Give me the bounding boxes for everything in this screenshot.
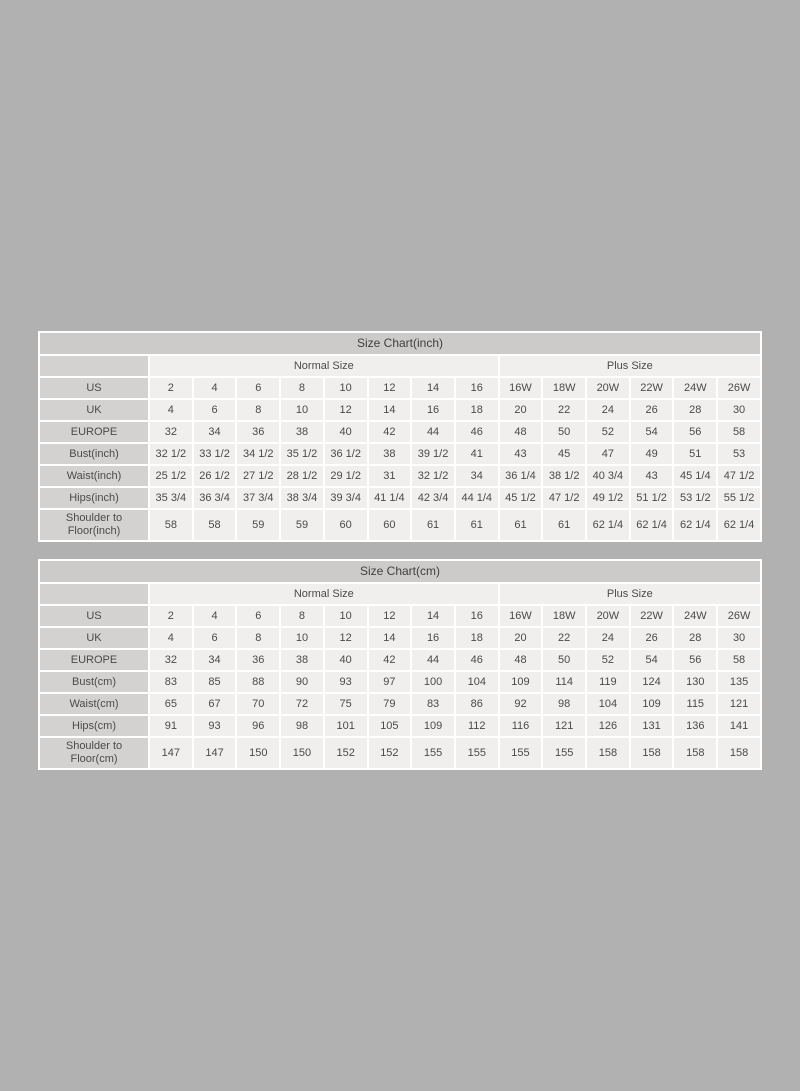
row-label: EUROPE (40, 422, 148, 442)
table-cell: 26W (718, 606, 760, 626)
table-cell: 101 (325, 716, 367, 736)
table-row (40, 444, 760, 464)
table-cell: 41 (456, 444, 498, 464)
table-cell: 72 (281, 694, 323, 714)
table-cell: 10 (325, 606, 367, 626)
table-cell: 18W (543, 606, 585, 626)
column-group-header: Plus Size (500, 584, 760, 604)
table-cell: 58 (194, 510, 236, 540)
table-cell: 109 (631, 694, 673, 714)
table-cell: 54 (631, 650, 673, 670)
table-row (40, 466, 760, 486)
table-cell: 12 (325, 628, 367, 648)
size-chart-inch-table (38, 331, 762, 542)
table-cell: 20W (587, 606, 629, 626)
row-label: Hips(inch) (40, 488, 148, 508)
table-cell: 48 (500, 650, 542, 670)
table-cell: 26 1/2 (194, 466, 236, 486)
table-cell: 20 (500, 400, 542, 420)
table-cell: 6 (237, 378, 279, 398)
table-cell: 75 (325, 694, 367, 714)
table-cell: 38 3/4 (281, 488, 323, 508)
table-cell: 51 (674, 444, 716, 464)
table-cell: 39 1/2 (412, 444, 454, 464)
table-cell: 4 (150, 628, 192, 648)
table-cell: 155 (412, 738, 454, 768)
table-cell: 152 (325, 738, 367, 768)
table-cell: 36 (237, 422, 279, 442)
table-cell: 42 3/4 (412, 488, 454, 508)
table-cell: 43 (631, 466, 673, 486)
table-row (40, 694, 760, 714)
table-cell: 147 (150, 738, 192, 768)
table-cell: 136 (674, 716, 716, 736)
table-row (40, 510, 760, 540)
table-cell: 48 (500, 422, 542, 442)
table-cell: 62 1/4 (631, 510, 673, 540)
column-group-header: Normal Size (150, 356, 498, 376)
table-cell: 16 (456, 606, 498, 626)
table-cell: 8 (237, 400, 279, 420)
table-cell: 34 (456, 466, 498, 486)
table-cell: 31 (369, 466, 411, 486)
table-cell: 86 (456, 694, 498, 714)
table-cell: 112 (456, 716, 498, 736)
table-cell: 53 1/2 (674, 488, 716, 508)
table-cell: 155 (500, 738, 542, 768)
table-row (40, 738, 760, 768)
table-title: Size Chart(inch) (40, 333, 760, 354)
table-cell: 60 (325, 510, 367, 540)
table-cell: 58 (150, 510, 192, 540)
table-cell: 93 (194, 716, 236, 736)
table-cell: 50 (543, 650, 585, 670)
row-label: UK (40, 400, 148, 420)
table-cell: 109 (412, 716, 454, 736)
table-cell: 35 3/4 (150, 488, 192, 508)
table-cell: 46 (456, 650, 498, 670)
table-cell: 50 (543, 422, 585, 442)
table-cell: 52 (587, 422, 629, 442)
table-cell: 44 (412, 650, 454, 670)
table-cell: 104 (587, 694, 629, 714)
row-label: US (40, 378, 148, 398)
table-cell: 61 (500, 510, 542, 540)
column-group-row (40, 584, 760, 604)
table-cell: 40 3/4 (587, 466, 629, 486)
table-cell: 18 (456, 628, 498, 648)
table-row (40, 378, 760, 398)
size-chart-cm-body (40, 561, 760, 768)
table-cell: 16W (500, 378, 542, 398)
table-cell: 60 (369, 510, 411, 540)
table-cell: 61 (543, 510, 585, 540)
table-cell: 147 (194, 738, 236, 768)
table-cell: 56 (674, 422, 716, 442)
table-row (40, 606, 760, 626)
table-cell: 39 3/4 (325, 488, 367, 508)
column-group-header: Normal Size (150, 584, 498, 604)
table-row (40, 650, 760, 670)
table-cell: 70 (237, 694, 279, 714)
table-cell: 44 (412, 422, 454, 442)
table-cell: 30 (718, 628, 760, 648)
table-cell: 42 (369, 422, 411, 442)
row-label: Bust(inch) (40, 444, 148, 464)
table-cell: 158 (718, 738, 760, 768)
table-cell: 37 3/4 (237, 488, 279, 508)
table-cell: 14 (369, 400, 411, 420)
table-cell: 20W (587, 378, 629, 398)
table-cell: 121 (718, 694, 760, 714)
corner-cell (40, 356, 148, 376)
table-cell: 56 (674, 650, 716, 670)
table-cell: 38 (281, 650, 323, 670)
table-cell: 97 (369, 672, 411, 692)
table-cell: 46 (456, 422, 498, 442)
table-cell: 158 (587, 738, 629, 768)
table-cell: 61 (412, 510, 454, 540)
table-cell: 152 (369, 738, 411, 768)
table-cell: 83 (150, 672, 192, 692)
table-cell: 36 1/4 (500, 466, 542, 486)
table-cell: 8 (281, 606, 323, 626)
table-cell: 155 (543, 738, 585, 768)
table-cell: 158 (674, 738, 716, 768)
table-cell: 150 (237, 738, 279, 768)
row-label: Hips(cm) (40, 716, 148, 736)
table-cell: 40 (325, 422, 367, 442)
table-cell: 62 1/4 (674, 510, 716, 540)
table-cell: 36 (237, 650, 279, 670)
table-cell: 158 (631, 738, 673, 768)
table-cell: 114 (543, 672, 585, 692)
table-cell: 91 (150, 716, 192, 736)
column-group-header: Plus Size (500, 356, 760, 376)
table-cell: 49 1/2 (587, 488, 629, 508)
table-cell: 6 (194, 628, 236, 648)
table-cell: 14 (412, 606, 454, 626)
table-cell: 10 (281, 628, 323, 648)
table-cell: 62 1/4 (587, 510, 629, 540)
table-cell: 155 (456, 738, 498, 768)
table-cell: 26 (631, 628, 673, 648)
table-cell: 24W (674, 378, 716, 398)
table-cell: 28 (674, 400, 716, 420)
table-cell: 135 (718, 672, 760, 692)
table-cell: 28 (674, 628, 716, 648)
table-cell: 20 (500, 628, 542, 648)
table-cell: 18 (456, 400, 498, 420)
table-cell: 22 (543, 628, 585, 648)
table-cell: 65 (150, 694, 192, 714)
table-cell: 32 1/2 (150, 444, 192, 464)
table-cell: 14 (412, 378, 454, 398)
table-cell: 100 (412, 672, 454, 692)
table-cell: 141 (718, 716, 760, 736)
table-cell: 45 (543, 444, 585, 464)
table-cell: 131 (631, 716, 673, 736)
table-cell: 109 (500, 672, 542, 692)
table-cell: 115 (674, 694, 716, 714)
row-label: Waist(cm) (40, 694, 148, 714)
table-cell: 22 (543, 400, 585, 420)
table-cell: 6 (194, 400, 236, 420)
table-row (40, 672, 760, 692)
table-row (40, 488, 760, 508)
table-cell: 4 (194, 378, 236, 398)
table-cell: 85 (194, 672, 236, 692)
table-cell: 33 1/2 (194, 444, 236, 464)
table-cell: 62 1/4 (718, 510, 760, 540)
row-label: Bust(cm) (40, 672, 148, 692)
table-title-row (40, 333, 760, 354)
table-cell: 4 (194, 606, 236, 626)
size-chart-inch-body (40, 333, 760, 540)
corner-cell (40, 584, 148, 604)
table-cell: 88 (237, 672, 279, 692)
table-cell: 24 (587, 400, 629, 420)
table-cell: 12 (369, 378, 411, 398)
table-row (40, 628, 760, 648)
table-cell: 59 (237, 510, 279, 540)
table-cell: 32 1/2 (412, 466, 454, 486)
table-cell: 30 (718, 400, 760, 420)
row-label: EUROPE (40, 650, 148, 670)
table-cell: 83 (412, 694, 454, 714)
size-chart-cm-table (38, 559, 762, 770)
table-cell: 45 1/4 (674, 466, 716, 486)
table-cell: 49 (631, 444, 673, 464)
table-cell: 67 (194, 694, 236, 714)
column-group-row (40, 356, 760, 376)
table-cell: 14 (369, 628, 411, 648)
table-cell: 32 (150, 422, 192, 442)
table-cell: 16 (456, 378, 498, 398)
table-cell: 61 (456, 510, 498, 540)
table-cell: 51 1/2 (631, 488, 673, 508)
table-cell: 47 1/2 (543, 488, 585, 508)
table-cell: 4 (150, 400, 192, 420)
table-cell: 10 (325, 378, 367, 398)
table-cell: 93 (325, 672, 367, 692)
table-cell: 40 (325, 650, 367, 670)
table-cell: 16 (412, 628, 454, 648)
table-cell: 26W (718, 378, 760, 398)
row-label: Waist(inch) (40, 466, 148, 486)
table-cell: 12 (325, 400, 367, 420)
table-cell: 47 1/2 (718, 466, 760, 486)
table-cell: 6 (237, 606, 279, 626)
table-cell: 105 (369, 716, 411, 736)
table-cell: 90 (281, 672, 323, 692)
table-cell: 52 (587, 650, 629, 670)
table-cell: 38 (369, 444, 411, 464)
table-cell: 42 (369, 650, 411, 670)
table-cell: 150 (281, 738, 323, 768)
table-cell: 2 (150, 606, 192, 626)
table-row (40, 716, 760, 736)
table-cell: 24 (587, 628, 629, 648)
table-cell: 47 (587, 444, 629, 464)
table-cell: 10 (281, 400, 323, 420)
table-cell: 96 (237, 716, 279, 736)
table-cell: 79 (369, 694, 411, 714)
table-cell: 98 (543, 694, 585, 714)
table-cell: 8 (281, 378, 323, 398)
table-cell: 34 (194, 650, 236, 670)
table-cell: 116 (500, 716, 542, 736)
table-title: Size Chart(cm) (40, 561, 760, 582)
table-cell: 119 (587, 672, 629, 692)
table-cell: 92 (500, 694, 542, 714)
table-cell: 36 1/2 (325, 444, 367, 464)
table-cell: 54 (631, 422, 673, 442)
table-cell: 121 (543, 716, 585, 736)
table-cell: 58 (718, 650, 760, 670)
table-cell: 53 (718, 444, 760, 464)
table-cell: 104 (456, 672, 498, 692)
row-label: UK (40, 628, 148, 648)
table-cell: 38 (281, 422, 323, 442)
table-cell: 16 (412, 400, 454, 420)
table-cell: 25 1/2 (150, 466, 192, 486)
table-cell: 16W (500, 606, 542, 626)
table-cell: 38 1/2 (543, 466, 585, 486)
table-cell: 44 1/4 (456, 488, 498, 508)
table-cell: 27 1/2 (237, 466, 279, 486)
table-cell: 59 (281, 510, 323, 540)
table-cell: 58 (718, 422, 760, 442)
table-row (40, 400, 760, 420)
table-cell: 45 1/2 (500, 488, 542, 508)
row-label: Shoulder to Floor(inch) (40, 510, 148, 540)
row-label: Shoulder to Floor(cm) (40, 738, 148, 768)
row-label: US (40, 606, 148, 626)
table-cell: 43 (500, 444, 542, 464)
table-title-row (40, 561, 760, 582)
table-cell: 2 (150, 378, 192, 398)
table-cell: 8 (237, 628, 279, 648)
table-cell: 22W (631, 606, 673, 626)
table-cell: 28 1/2 (281, 466, 323, 486)
table-cell: 32 (150, 650, 192, 670)
table-cell: 41 1/4 (369, 488, 411, 508)
table-row (40, 422, 760, 442)
table-cell: 24W (674, 606, 716, 626)
table-cell: 34 1/2 (237, 444, 279, 464)
table-cell: 124 (631, 672, 673, 692)
table-cell: 55 1/2 (718, 488, 760, 508)
table-cell: 29 1/2 (325, 466, 367, 486)
table-cell: 130 (674, 672, 716, 692)
table-cell: 35 1/2 (281, 444, 323, 464)
table-cell: 34 (194, 422, 236, 442)
table-cell: 36 3/4 (194, 488, 236, 508)
table-cell: 26 (631, 400, 673, 420)
table-cell: 98 (281, 716, 323, 736)
table-cell: 22W (631, 378, 673, 398)
table-cell: 12 (369, 606, 411, 626)
table-cell: 126 (587, 716, 629, 736)
table-cell: 18W (543, 378, 585, 398)
